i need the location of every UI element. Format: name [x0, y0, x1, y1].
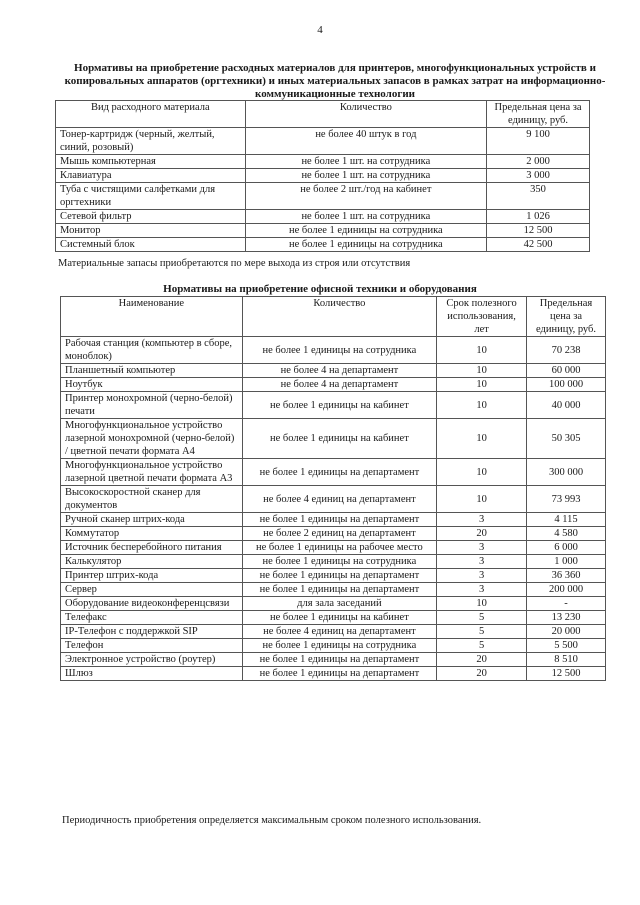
cell-life: 10 [437, 378, 527, 392]
cell-name: Шлюз [61, 667, 243, 681]
cell-name: Оборудование видеоконференцсвязи [61, 597, 243, 611]
cell-name: Тонер-картридж (черный, желтый, синий, розовый) [56, 128, 246, 155]
cell-price: 13 230 [527, 611, 606, 625]
cell-price: 1 026 [487, 210, 590, 224]
cell-price: 4 580 [527, 527, 606, 541]
table-row [61, 527, 606, 541]
table-row [61, 337, 606, 364]
cell-life: 10 [437, 364, 527, 378]
cell-price: 300 000 [527, 459, 606, 486]
header-useful-life: Срок полезного использования, лет [437, 297, 527, 337]
cell-qty: не более 1 единицы на кабинет [242, 419, 436, 459]
table-row [56, 183, 590, 210]
table-row [56, 128, 590, 155]
cell-life: 3 [437, 569, 527, 583]
cell-name: Телефакс [61, 611, 243, 625]
cell-life: 20 [437, 527, 527, 541]
table-row [61, 364, 606, 378]
cell-qty: не более 1 единицы на департамент [242, 583, 436, 597]
cell-price: 100 000 [527, 378, 606, 392]
section2-note: Периодичность приобретения определяется максимальным сроком полезного использования. [62, 815, 482, 826]
cell-price: 12 500 [487, 224, 590, 238]
header-material: Вид расходного материала [56, 101, 246, 128]
cell-qty: не более 2 шт./год на кабинет [245, 183, 486, 210]
cell-name: IP-Телефон с поддержкой SIP [61, 625, 243, 639]
cell-life: 5 [437, 639, 527, 653]
cell-name: Рабочая станция (компьютер в сборе, моноблок) [61, 337, 243, 364]
cell-name: Туба с чистящими салфетками для оргтехники [56, 183, 246, 210]
cell-life: 10 [437, 337, 527, 364]
cell-qty: не более 2 единиц на департамент [242, 527, 436, 541]
table-row [56, 224, 590, 238]
cell-qty: не более 1 единицы на сотрудника [245, 224, 486, 238]
cell-name: Коммутатор [61, 527, 243, 541]
cell-price: 8 510 [527, 653, 606, 667]
cell-price: 20 000 [527, 625, 606, 639]
cell-price: 2 000 [487, 155, 590, 169]
cell-name: Электронное устройство (роутер) [61, 653, 243, 667]
cell-qty: для зала заседаний [242, 597, 436, 611]
cell-name: Сетевой фильтр [56, 210, 246, 224]
table-row [61, 378, 606, 392]
cell-name: Многофункциональное устройство лазерной цветной печати формата А3 [61, 459, 243, 486]
cell-life: 10 [437, 419, 527, 459]
table-row [61, 541, 606, 555]
table-header-row [56, 101, 590, 128]
header-quantity: Количество [242, 297, 436, 337]
section2-title: Нормативы на приобретение офисной техники и оборудования [163, 283, 477, 295]
cell-price: 12 500 [527, 667, 606, 681]
cell-qty: не более 1 шт. на сотрудника [245, 169, 486, 183]
table-row [61, 459, 606, 486]
cell-life: 20 [437, 667, 527, 681]
cell-price: 36 360 [527, 569, 606, 583]
cell-qty: не более 1 единицы на сотрудника [242, 639, 436, 653]
cell-qty: не более 1 единицы на сотрудника [242, 555, 436, 569]
cell-life: 5 [437, 611, 527, 625]
cell-price: 40 000 [527, 392, 606, 419]
cell-qty: не более 1 шт. на сотрудника [245, 210, 486, 224]
cell-price: 60 000 [527, 364, 606, 378]
cell-qty: не более 1 единицы на кабинет [242, 611, 436, 625]
cell-price: 70 238 [527, 337, 606, 364]
cell-qty: не более 1 единицы на департамент [242, 569, 436, 583]
cell-price: 6 000 [527, 541, 606, 555]
table-row [61, 569, 606, 583]
cell-life: 20 [437, 653, 527, 667]
header-price: Предельная цена за единицу, руб. [527, 297, 606, 337]
cell-name: Ручной сканер штрих-кода [61, 513, 243, 527]
cell-price: 9 100 [487, 128, 590, 155]
table-row [61, 653, 606, 667]
cell-life: 10 [437, 486, 527, 513]
header-price: Предельная цена за единицу, руб. [487, 101, 590, 128]
cell-life: 10 [437, 459, 527, 486]
cell-name: Калькулятор [61, 555, 243, 569]
cell-qty: не более 4 на департамент [242, 378, 436, 392]
cell-life: 5 [437, 625, 527, 639]
table-row [61, 392, 606, 419]
consumables-table [55, 100, 590, 252]
cell-life: 10 [437, 392, 527, 419]
cell-life: 3 [437, 555, 527, 569]
cell-qty: не более 1 единицы на сотрудника [242, 337, 436, 364]
cell-name: Высокоскоростной сканер для документов [61, 486, 243, 513]
table-row [56, 155, 590, 169]
table-row [61, 583, 606, 597]
table-row [61, 555, 606, 569]
cell-price: 3 000 [487, 169, 590, 183]
section1-title: Нормативы на приобретение расходных материалов для принтеров, многофункциональных устройств и копировальных аппаратов (оргтехники) и иных материальных запасов в рамках затрат на информационно-коммуникационные технологии [64, 62, 606, 100]
table-row [56, 238, 590, 252]
cell-life: 3 [437, 541, 527, 555]
table-row [61, 419, 606, 459]
header-quantity: Количество [245, 101, 486, 128]
equipment-table [60, 296, 606, 681]
cell-qty: не более 1 единицы на сотрудника [245, 238, 486, 252]
cell-name: Мышь компьютерная [56, 155, 246, 169]
page-number: 4 [317, 24, 323, 36]
cell-name: Многофункциональное устройство лазерной монохромной (черно-белой) / цветной печати формата А4 [61, 419, 243, 459]
table-row [61, 667, 606, 681]
cell-name: Телефон [61, 639, 243, 653]
cell-name: Источник бесперебойного питания [61, 541, 243, 555]
cell-qty: не более 4 единиц на департамент [242, 625, 436, 639]
cell-life: 10 [437, 597, 527, 611]
cell-name: Принтер штрих-кода [61, 569, 243, 583]
cell-price: 1 000 [527, 555, 606, 569]
cell-qty: не более 1 единицы на департамент [242, 459, 436, 486]
cell-qty: не более 1 единицы на департамент [242, 653, 436, 667]
cell-name: Клавиатура [56, 169, 246, 183]
cell-qty: не более 4 на департамент [242, 364, 436, 378]
cell-life: 3 [437, 513, 527, 527]
table-row [56, 169, 590, 183]
table-row [61, 625, 606, 639]
table-row [61, 513, 606, 527]
cell-name: Ноутбук [61, 378, 243, 392]
cell-price: 73 993 [527, 486, 606, 513]
cell-price: 50 305 [527, 419, 606, 459]
table-header-row [61, 297, 606, 337]
cell-price: 200 000 [527, 583, 606, 597]
cell-name: Планшетный компьютер [61, 364, 243, 378]
cell-name: Сервер [61, 583, 243, 597]
table-row [61, 486, 606, 513]
cell-qty: не более 40 штук в год [245, 128, 486, 155]
cell-price: 42 500 [487, 238, 590, 252]
cell-qty: не более 4 единиц на департамент [242, 486, 436, 513]
cell-qty: не более 1 единицы на кабинет [242, 392, 436, 419]
table-row [56, 210, 590, 224]
cell-price: - [527, 597, 606, 611]
cell-name: Монитор [56, 224, 246, 238]
cell-qty: не более 1 шт. на сотрудника [245, 155, 486, 169]
table-row [61, 597, 606, 611]
section1-note: Материальные запасы приобретаются по мере выхода из строя или отсутствия [58, 258, 411, 269]
cell-name: Принтер монохромной (черно-белой) печати [61, 392, 243, 419]
cell-name: Системный блок [56, 238, 246, 252]
cell-price: 4 115 [527, 513, 606, 527]
cell-qty: не более 1 единицы на рабочее место [242, 541, 436, 555]
cell-qty: не более 1 единицы на департамент [242, 667, 436, 681]
cell-life: 3 [437, 583, 527, 597]
table-row [61, 639, 606, 653]
cell-price: 5 500 [527, 639, 606, 653]
header-name: Наименование [61, 297, 243, 337]
cell-qty: не более 1 единицы на департамент [242, 513, 436, 527]
table-row [61, 611, 606, 625]
cell-price: 350 [487, 183, 590, 210]
